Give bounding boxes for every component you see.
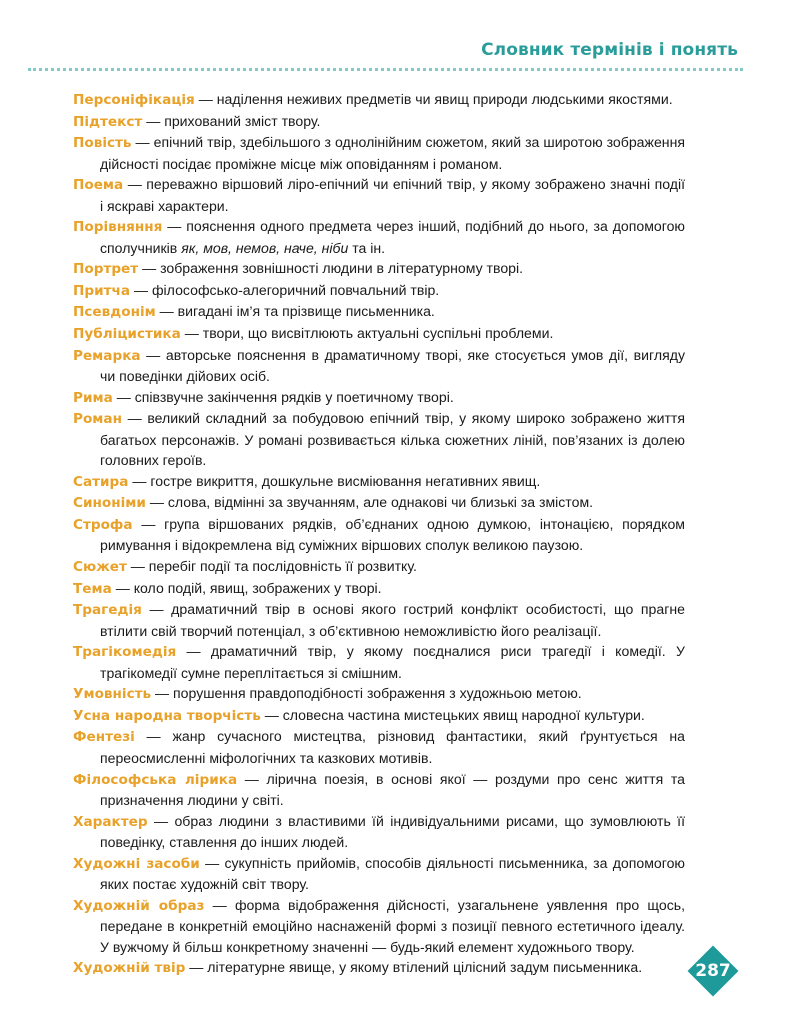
glossary-entry bbox=[73, 408, 685, 471]
glossary-entry bbox=[73, 578, 685, 600]
glossary-term: Персоніфікація bbox=[73, 92, 195, 108]
glossary-definition: — авторське пояснення в драматичному творі, яке стосується умов дії, вигляду чи поведінки дійових осіб. bbox=[100, 346, 685, 385]
glossary-term: Художні засоби bbox=[73, 855, 200, 872]
glossary-entry bbox=[73, 301, 685, 323]
glossary-term: Ремарка bbox=[73, 347, 141, 364]
glossary-term: Притча bbox=[73, 282, 131, 299]
glossary-definition: — перебіг події та послідовність її розвитку. bbox=[126, 558, 417, 575]
glossary-term: Художній твір bbox=[73, 960, 186, 977]
glossary-term: Роман bbox=[73, 411, 122, 428]
glossary-entry bbox=[73, 726, 685, 768]
glossary-definition: — вигадані ім’я та прізвище письменника. bbox=[155, 303, 435, 320]
glossary-term: Усна народна творчість bbox=[73, 707, 261, 724]
glossary-definition: — твори, що висвітлюють актуальні суспільні проблеми. bbox=[180, 325, 554, 342]
glossary-term: Порівняння bbox=[73, 219, 163, 236]
glossary-entry bbox=[73, 111, 685, 133]
glossary-term: Синоніми bbox=[73, 495, 146, 512]
glossary-definition: — співзвучне закінчення рядків у поетичному творі. bbox=[112, 388, 454, 405]
glossary-definition: — епічний твір, здебільшого з однолінійним сюжетом, який за широтою зображення дійсності посідає проміжне місце між оповіданням і романом. bbox=[100, 134, 685, 172]
glossary-definition: — переважно віршовий ліро-епічний чи епічний твір, у якому зображено значні події і яскраві характери. bbox=[100, 176, 685, 214]
glossary-entry bbox=[73, 641, 685, 683]
glossary-definition: — філософсько-алегоричний повчальний твір. bbox=[130, 281, 440, 298]
glossary-definition: — жанр сучасного мистецтва, різновид фантастики, який ґрунтується на переосмисленні міфологічних та казкових мотивів. bbox=[100, 728, 685, 766]
glossary-term: Тема bbox=[73, 580, 112, 597]
glossary-definition: — драматичний твір в основі якого гострий конфлікт особистості, що прагне втілити свій творчий потенціал, з об’єктивною неможливістю його реалізації. bbox=[100, 601, 685, 639]
glossary-entry bbox=[73, 492, 685, 514]
glossary-term: Сюжет bbox=[73, 559, 127, 576]
glossary-entry bbox=[73, 853, 685, 895]
glossary-definition: — форма відображення дійсності, узагальнене уявлення про щось, передане в конкретній емоційно наснаженій формі з позиції певного естетичного ідеалу. У вужчому й більш конкретному значенні — будь-який елемент художнього твору. bbox=[100, 896, 686, 955]
glossary-term: Поема bbox=[73, 177, 124, 194]
glossary-term: Фентезі bbox=[73, 729, 135, 746]
glossary-entry bbox=[73, 514, 685, 556]
glossary-definition: — словесна частина мистецьких явищ народної культури. bbox=[260, 706, 645, 723]
glossary-term: Характер bbox=[73, 813, 148, 830]
glossary-entry bbox=[73, 471, 685, 493]
glossary-definition: — великий складний за побудовою епічний твір, у якому широко зображено життя багатьох персонажів. У романі розвивається кілька сюжетних ліній, пов’язаних із долею головних героїв. bbox=[100, 410, 685, 469]
glossary-term: Рима bbox=[73, 389, 113, 406]
glossary-term: Строфа bbox=[73, 516, 133, 533]
glossary-term: Філософська лірика bbox=[73, 771, 238, 788]
glossary-definition: — група віршованих рядків, об’єднаних одною думкою, інтонацією, порядком римування і відокремлена від суміжних віршових сполук великою паузою. bbox=[100, 515, 685, 554]
glossary-definition: — літературне явище, у якому втілений цілісний задум письменника. bbox=[185, 959, 643, 976]
glossary-term: Повість bbox=[73, 135, 132, 152]
glossary-entry bbox=[73, 258, 685, 280]
page-header-title: Словник термінів і понять bbox=[481, 40, 738, 60]
glossary-entry bbox=[73, 280, 685, 302]
glossary-definition: — образ людини з властивими їй індивідуальними рисами, що зумовлюють її поведінку, ставлення до інших людей. bbox=[100, 812, 685, 851]
glossary-entry bbox=[73, 705, 685, 727]
glossary-definition: — гостре викриття, дошкульне висміювання негативних явищ. bbox=[128, 472, 541, 489]
glossary-term: Трагікомедія bbox=[73, 644, 177, 661]
glossary-definition-tail: та ін. bbox=[348, 239, 386, 256]
glossary-term: Портрет bbox=[73, 261, 139, 278]
glossary-term: Псевдонім bbox=[73, 304, 156, 321]
glossary-entry bbox=[73, 345, 685, 387]
glossary-term: Підтекст bbox=[73, 113, 143, 130]
glossary-definition: — пояснення одного предмета через інший, подібний до нього, за допомогою сполучників bbox=[100, 218, 685, 256]
glossary-entry bbox=[73, 683, 685, 705]
header-dotted-rule bbox=[28, 68, 743, 71]
glossary-definition: — слова, відмінні за звучанням, але однакові чи близькі за змістом. bbox=[145, 494, 594, 511]
glossary-entry bbox=[73, 174, 685, 216]
glossary-entry bbox=[73, 599, 685, 641]
glossary-definition: — наділення неживих предметів чи явищ природи людськими якостями. bbox=[194, 91, 673, 107]
glossary-term: Сатира bbox=[73, 473, 129, 490]
glossary-entry bbox=[73, 957, 685, 979]
glossary-definition: — прихований зміст твору. bbox=[142, 112, 321, 129]
glossary-definition: — зображення зовнішності людини в літературному творі. bbox=[138, 260, 524, 277]
glossary-entry bbox=[73, 323, 685, 345]
glossary-entry bbox=[73, 769, 685, 811]
glossary-definition: — порушення правдоподібності зображення з художньою метою. bbox=[151, 685, 582, 702]
glossary-entry bbox=[73, 387, 685, 409]
glossary-term: Художній образ bbox=[73, 897, 205, 914]
glossary-definition: — коло подій, явищ, зображених у творі. bbox=[111, 579, 382, 596]
glossary-term: Публіцистика bbox=[73, 326, 181, 343]
glossary-entry bbox=[73, 895, 685, 958]
glossary-entry bbox=[73, 556, 685, 578]
glossary-definition: — лірична поезія, в основі якої — роздуми про сенс життя та призначення людини у світі. bbox=[100, 770, 685, 809]
glossary-entry bbox=[73, 132, 685, 174]
glossary-term: Трагедія bbox=[73, 602, 142, 619]
glossary-list bbox=[73, 89, 685, 979]
glossary-definition-italic: як, мов, немов, наче, ніби bbox=[181, 239, 349, 256]
glossary-definition: — драматичний твір, у якому поєдналися риси трагедії і комедії. У трагікомедії сумне переплітається зі смішним. bbox=[100, 643, 685, 681]
glossary-term: Умовність bbox=[73, 686, 152, 703]
glossary-entry bbox=[73, 811, 685, 853]
glossary-entry bbox=[73, 89, 685, 111]
glossary-entry bbox=[73, 216, 685, 258]
page-number-badge bbox=[688, 946, 738, 996]
glossary-definition: — сукупність прийомів, способів діяльності письменника, за допомогою яких постає художній світ твору. bbox=[100, 854, 685, 893]
page-number: 287 bbox=[695, 961, 731, 981]
